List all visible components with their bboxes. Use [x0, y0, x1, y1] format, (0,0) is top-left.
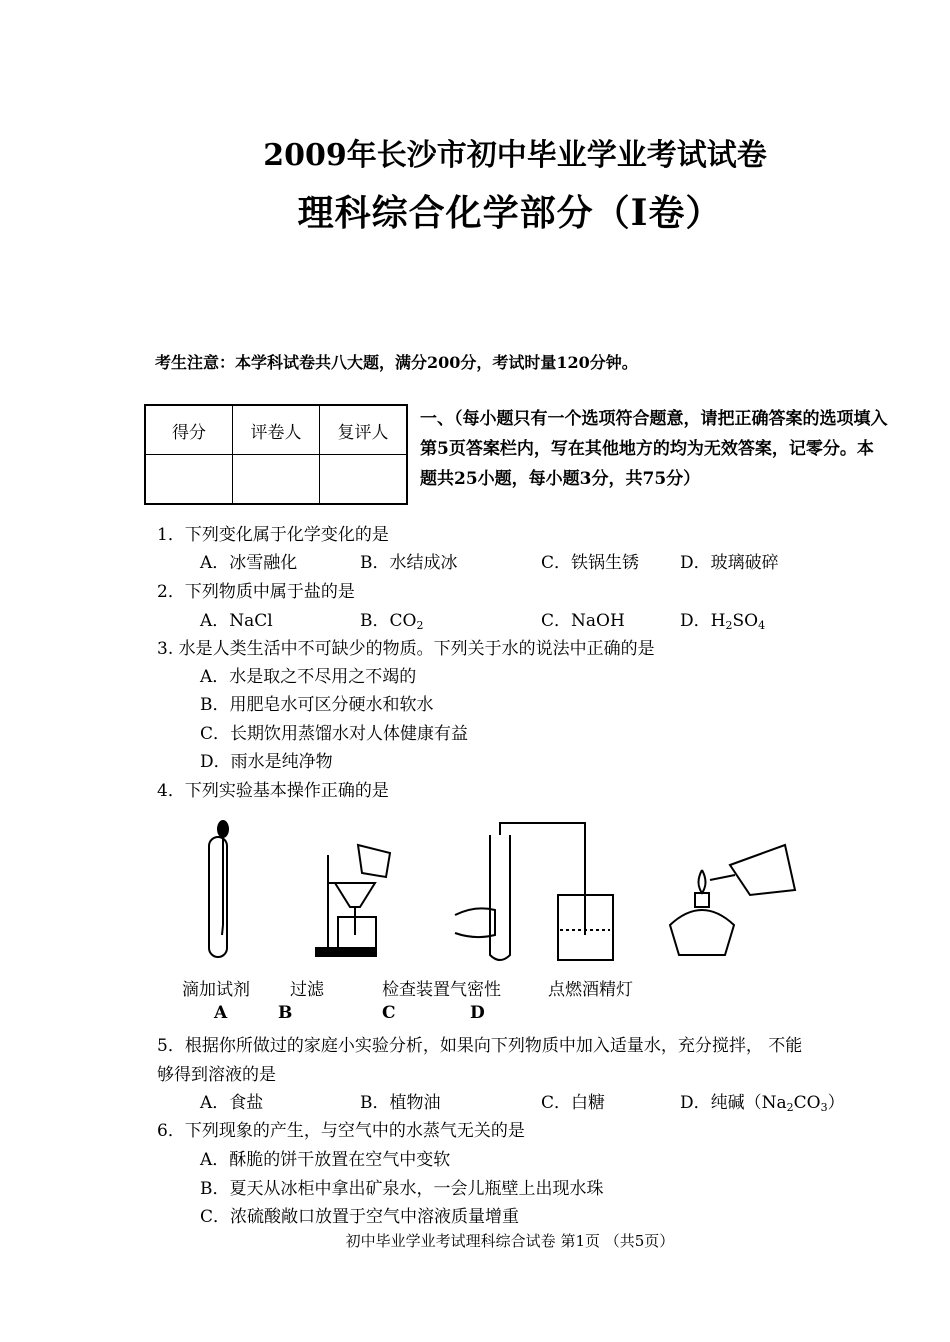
alcohol-lamp-figure	[670, 845, 795, 955]
q4-caption-a: 滴加试剂	[182, 980, 250, 1000]
q4-option-d[interactable]: D	[470, 1003, 485, 1023]
exam-subtitle: 理科综合化学部分（Ⅰ卷）	[297, 192, 723, 234]
filtration-figure	[316, 845, 390, 956]
q1-option-a[interactable]: A．冰雪融化	[200, 553, 298, 573]
question-1-stem: 1．下列变化属于化学变化的是	[157, 525, 389, 545]
q2-b-formula: B．CO	[360, 611, 417, 631]
q4-option-c[interactable]: C	[382, 1003, 396, 1023]
score-header: 得分	[145, 405, 233, 455]
q5-d-subscript1: 2	[786, 1101, 794, 1114]
q5-d-part2: CO	[793, 1093, 821, 1113]
q4-caption-c: 检查装置气密性	[382, 980, 501, 1000]
q1-option-b[interactable]: B．水结成冰	[360, 553, 458, 573]
q2-d-part1: D．H	[680, 611, 726, 631]
question-3-stem: 3. 水是人类生活中不可缺少的物质。下列关于水的说法中正确的是	[157, 639, 655, 659]
q5-option-d[interactable]	[680, 1088, 845, 1114]
exam-title: 2009年长沙市初中毕业学业考试试卷	[263, 138, 767, 173]
q3-option-d[interactable]: D．雨水是纯净物	[200, 752, 333, 772]
q4-caption-d: 点燃酒精灯	[548, 980, 633, 1000]
q6-option-c[interactable]: C．浓硫酸敞口放置于空气中溶液质量增重	[200, 1207, 520, 1227]
q2-d-subscript1: 2	[725, 619, 733, 632]
reviewer-cell[interactable]	[320, 455, 408, 505]
q4-caption-b: 过滤	[290, 980, 324, 1000]
lab-operations-illustration	[190, 815, 830, 970]
exam-notice: 考生注意：本学科试卷共八大题，满分200分，考试时量120分钟。	[155, 353, 638, 372]
page-footer: 初中毕业学业考试理科综合试卷 第1页 （共5页）	[345, 1232, 675, 1250]
q2-d-subscript2: 4	[758, 619, 766, 632]
q3-option-a[interactable]: A．水是取之不尽用之不竭的	[200, 667, 417, 687]
score-cell[interactable]	[145, 455, 233, 505]
q2-option-a[interactable]: A．NaCl	[200, 611, 273, 631]
question-4-stem: 4．下列实验基本操作正确的是	[157, 781, 389, 801]
question-6-stem: 6．下列现象的产生，与空气中的水蒸气无关的是	[157, 1121, 525, 1141]
q6-option-b[interactable]: B．夏天从冰柜中拿出矿泉水，一会儿瓶壁上出现水珠	[200, 1179, 604, 1199]
q5-option-b[interactable]: B．植物油	[360, 1093, 441, 1113]
question-2-stem: 2．下列物质中属于盐的是	[157, 582, 355, 602]
q1-option-d[interactable]: D．玻璃破碎	[680, 553, 779, 573]
q3-option-b[interactable]: B．用肥皂水可区分硬水和软水	[200, 695, 434, 715]
q2-b-subscript: 2	[416, 619, 424, 632]
q1-option-c[interactable]: C．铁锅生锈	[541, 553, 640, 573]
q2-option-d[interactable]	[680, 606, 765, 632]
question-5-stem-line2: 够得到溶液的是	[157, 1065, 276, 1085]
score-table	[144, 404, 408, 505]
q2-d-part2: SO	[732, 611, 759, 631]
q5-d-subscript2: 3	[820, 1101, 828, 1114]
dropper-test-tube-figure	[209, 821, 228, 957]
airtightness-check-figure	[455, 823, 613, 960]
q2-option-b[interactable]	[360, 606, 423, 632]
q4-option-b[interactable]: B	[278, 1003, 293, 1023]
q5-d-part3: ）	[827, 1093, 845, 1113]
q5-option-c[interactable]: C．白糖	[541, 1093, 606, 1113]
q2-option-c[interactable]: C．NaOH	[541, 611, 625, 631]
section-instructions: 一、（每小题只有一个选项符合题意，请把正确答案的选项填入第5页答案栏内，写在其他地方的均为无效答案，记零分。本题共25小题，每小题3分，共75分）	[420, 409, 888, 489]
q6-option-a[interactable]: A．酥脆的饼干放置在空气中变软	[200, 1150, 451, 1170]
reviewer-header: 复评人	[320, 405, 408, 455]
q3-option-c[interactable]: C．长期饮用蒸馏水对人体健康有益	[200, 724, 469, 744]
q5-option-a[interactable]: A．食盐	[200, 1093, 264, 1113]
grader-header: 评卷人	[233, 405, 320, 455]
q4-option-a[interactable]: A	[214, 1003, 228, 1023]
question-5-stem-line1: 5．根据你所做过的家庭小实验分析，如果向下列物质中加入适量水，充分搅拌， 不能	[157, 1036, 803, 1056]
grader-cell[interactable]	[233, 455, 320, 505]
q5-d-part1: D．纯碱（Na	[680, 1093, 787, 1113]
